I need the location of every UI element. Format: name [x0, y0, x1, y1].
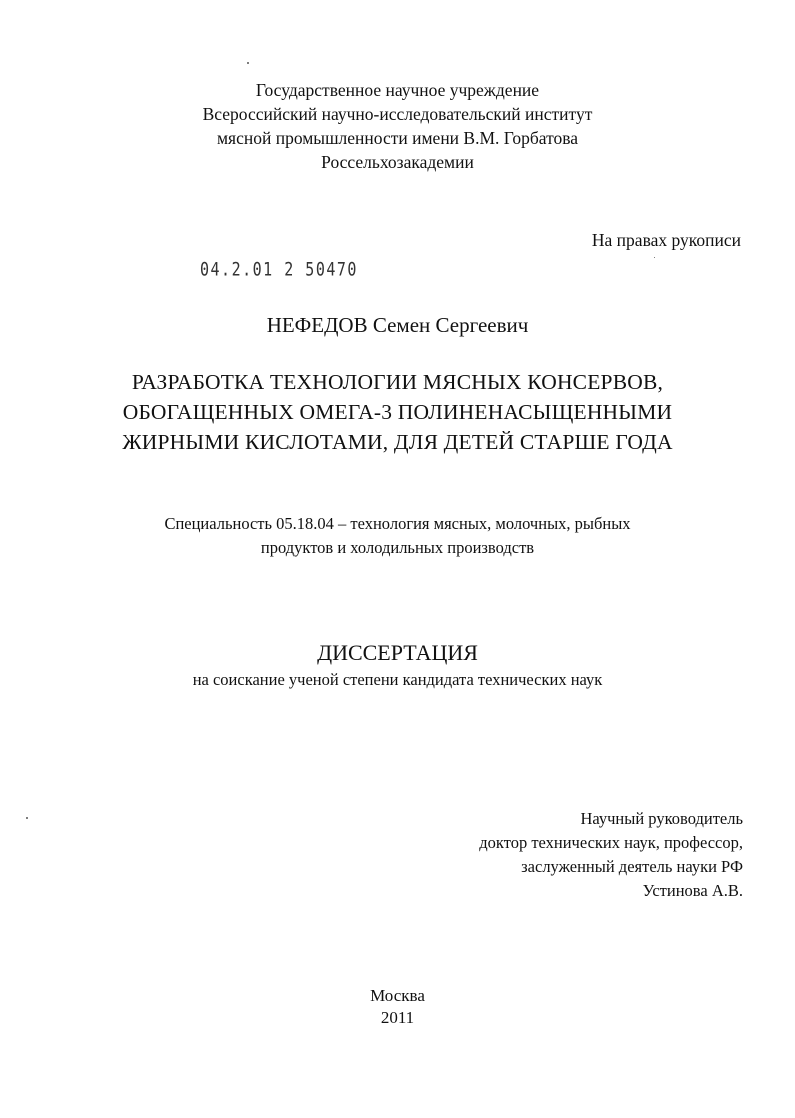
specialty-block	[0, 512, 795, 560]
supervisor-line: доктор технических наук, профессор,	[479, 833, 743, 852]
institution-line: Всероссийский научно-исследовательский институт	[202, 104, 593, 124]
scan-speck	[26, 817, 28, 819]
scan-speck	[654, 257, 655, 258]
institution-line: Государственное научное учреждение	[255, 80, 540, 100]
dissertation-title	[0, 367, 795, 457]
institution-block	[0, 78, 795, 174]
title-line: РАЗРАБОТКА ТЕХНОЛОГИИ МЯСНЫХ КОНСЕРВОВ,	[131, 370, 664, 394]
supervisor-line: заслуженный деятель науки РФ	[521, 857, 743, 876]
degree-note: на соискание ученой степени кандидата технических наук	[192, 670, 603, 689]
city-year-block	[0, 985, 795, 1029]
city: Москва	[370, 986, 425, 1005]
scan-speck	[247, 62, 249, 64]
supervisor-line: Научный руководитель	[580, 809, 743, 828]
institution-line: Россельхозакадемии	[321, 152, 474, 172]
supervisor-block	[479, 807, 743, 903]
rights-note: На правах рукописи	[591, 230, 741, 250]
title-line: ОБОГАЩЕННЫХ ОМЕГА-3 ПОЛИНЕНАСЫЩЕННЫМИ	[122, 400, 673, 424]
author-name: НЕФЕДОВ Семен Сергеевич	[266, 313, 529, 337]
specialty-line: Специальность 05.18.04 – технология мясных, молочных, рыбных	[164, 514, 631, 533]
year: 2011	[380, 1008, 415, 1027]
specialty-line: продуктов и холодильных производств	[260, 538, 535, 557]
institution-line: мясной промышленности имени В.М. Горбатова	[216, 128, 579, 148]
title-line: ЖИРНЫМИ КИСЛОТАМИ, ДЛЯ ДЕТЕЙ СТАРШЕ ГОДА	[122, 430, 673, 454]
supervisor-line: Устинова А.В.	[642, 881, 743, 900]
document-type-heading: ДИССЕРТАЦИЯ	[317, 640, 478, 665]
library-stamp-number: 04.2.01 2 50470	[200, 258, 358, 281]
